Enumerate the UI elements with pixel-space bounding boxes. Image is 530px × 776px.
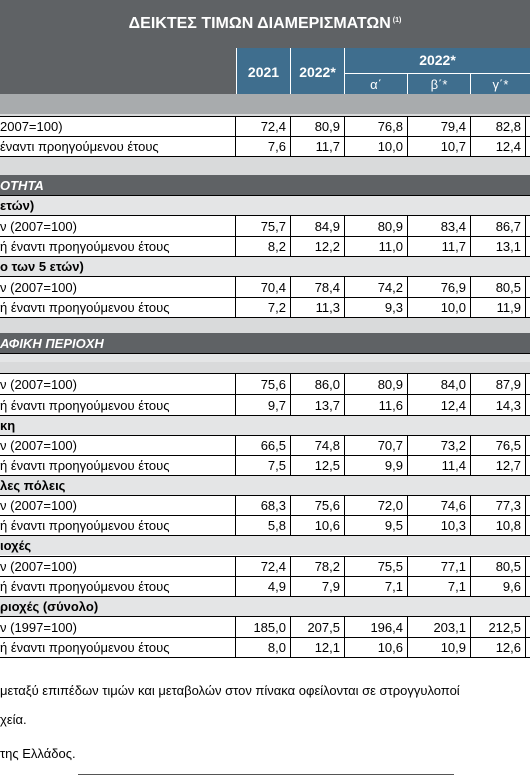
rule: [0, 475, 530, 476]
cell-urban-change-2022: 12,1: [314, 639, 340, 655]
col-rule: [235, 556, 236, 596]
cell-ath-change-q2: 12,4: [440, 397, 466, 413]
rule: [0, 215, 530, 216]
row-label-cities-index: ν (2007=100): [0, 497, 77, 513]
rule: [0, 136, 530, 137]
subsection-other: [0, 536, 530, 555]
cell-cities-index-q2: 74,6: [440, 497, 466, 513]
subsection-new: [0, 196, 530, 215]
cell-cities-change-2021: 5,8: [267, 517, 286, 533]
col-rule: [525, 617, 526, 657]
cell-old-change-2021: 7,2: [267, 299, 286, 315]
col-rule: [525, 556, 526, 596]
rule: [0, 637, 530, 638]
header-col-sep-4: [470, 74, 471, 94]
col-rule: [525, 277, 526, 318]
col-rule: [470, 216, 471, 257]
cell-new-index-q1: 80,9: [377, 218, 403, 234]
rule: [0, 596, 530, 597]
section-header-region: [0, 333, 530, 353]
row-label-old-change: ή έναντι προηγούμενου έτους: [0, 299, 170, 315]
rule: [0, 435, 530, 436]
row-label-new-index: ν (2007=100): [0, 218, 77, 234]
cell-new-index-q2: 83,4: [440, 218, 466, 234]
section-header-age-text: ΟΤΗΤΑ: [0, 177, 44, 193]
cell-old-change-q3: 11,9: [496, 299, 521, 315]
cell-other-index-2022: 78,2: [314, 558, 340, 574]
cell-ath-change-q3: 14,3: [495, 397, 521, 413]
cell-cities-change-q2: 10,3: [440, 517, 466, 533]
cell-new-change-2021: 8,2: [267, 238, 286, 254]
subsection-urban-total: [0, 597, 530, 616]
cell-old-change-q2: 10,0: [440, 299, 466, 315]
cell-ath-index-2021: 75,6: [260, 376, 286, 392]
row-label-thess-change: ή έναντι προηγούμενου έτους: [0, 457, 170, 473]
cell-urban-change-2021: 8,0: [267, 639, 286, 655]
cell-total-change-2022: 11,7: [315, 138, 340, 154]
row-label-thess-index: ν (2007=100): [0, 437, 77, 453]
cell-total-change-2021: 7,6: [267, 138, 286, 154]
row-label-total-change: έναντι προηγούμενου έτους: [0, 138, 159, 154]
cell-ath-index-q2: 84,0: [440, 376, 466, 392]
cell-ath-index-q3: 87,9: [495, 376, 521, 392]
row-label-new-change: ή έναντι προηγούμενου έτους: [0, 238, 170, 254]
cell-thess-index-q3: 76,5: [495, 437, 521, 453]
col-rule: [470, 617, 471, 657]
col-rule: [470, 116, 471, 157]
row-label-total-index: 2007=100): [0, 118, 63, 134]
cell-other-index-q2: 77,1: [440, 558, 466, 574]
col-rule: [344, 556, 345, 596]
cell-thess-change-q3: 12,7: [495, 457, 521, 473]
col-rule: [470, 374, 471, 415]
cell-urban-index-2021: 185,0: [253, 619, 286, 635]
cell-new-index-2021: 75,7: [260, 218, 286, 234]
cell-ath-change-q1: 11,6: [378, 397, 403, 413]
col-rule: [344, 435, 345, 475]
col-rule: [344, 277, 345, 318]
cell-thess-change-q1: 9,9: [384, 457, 403, 473]
col-rule: [290, 556, 291, 596]
rule: [0, 256, 530, 257]
col-rule: [344, 374, 345, 415]
col-rule: [407, 617, 408, 657]
rule: [0, 195, 530, 196]
col-rule: [235, 617, 236, 657]
col-rule: [344, 495, 345, 535]
col-rule: [407, 216, 408, 257]
rule: [0, 535, 530, 536]
cell-thess-index-q2: 73,2: [440, 437, 466, 453]
cell-cities-change-2022: 10,6: [314, 517, 340, 533]
rule: [0, 455, 530, 456]
table-title-text: ΔΕΙΚΤΕΣ ΤΙΜΩΝ ΔΙΑΜΕΡΙΣΜΑΤΩΝ: [128, 15, 391, 32]
cell-total-change-q2: 10,7: [440, 138, 466, 154]
cell-new-change-q2: 11,7: [441, 238, 466, 254]
header-spacer-band: [0, 94, 530, 114]
cell-total-index-2022: 80,9: [314, 118, 340, 134]
col-rule: [290, 617, 291, 657]
cell-other-change-q1: 7,1: [384, 578, 403, 594]
rule: [0, 236, 530, 237]
cell-new-index-2022: 84,9: [314, 218, 340, 234]
subsection-cities-text: λες πόλεις: [0, 478, 66, 493]
cell-new-change-q1: 11,0: [378, 238, 403, 254]
cell-other-index-q3: 80,5: [495, 558, 521, 574]
cell-total-change-q1: 10,0: [377, 138, 403, 154]
rule: [0, 116, 530, 117]
column-header-2021: 2021: [247, 64, 280, 80]
cell-cities-index-q3: 77,3: [495, 497, 521, 513]
column-header-q3: γ΄*: [492, 77, 509, 92]
col-rule: [525, 216, 526, 257]
cell-thess-change-2021: 7,5: [267, 457, 286, 473]
cell-total-index-q3: 82,8: [495, 118, 521, 134]
header-col-sep-2: [344, 48, 345, 94]
cell-urban-index-q3: 212,5: [488, 619, 521, 635]
cell-old-index-2021: 70,4: [260, 279, 286, 295]
col-rule: [235, 277, 236, 318]
table-title: [0, 0, 530, 48]
rule: [0, 616, 530, 617]
bottom-separator-line: [78, 774, 454, 775]
col-rule: [290, 435, 291, 475]
col-rule: [235, 216, 236, 257]
col-rule: [407, 277, 408, 318]
rule: [0, 373, 530, 374]
col-rule: [470, 435, 471, 475]
cell-total-index-q2: 79,4: [440, 118, 466, 134]
title-footnote-marker: (1): [392, 16, 402, 24]
row-label-cities-change: ή έναντι προηγούμενου έτους: [0, 517, 170, 533]
cell-old-index-2022: 78,4: [314, 279, 340, 295]
cell-thess-change-q2: 11,4: [441, 457, 466, 473]
rule: [0, 515, 530, 516]
rule: [0, 657, 530, 658]
cell-new-change-q3: 13,1: [495, 238, 521, 254]
col-rule: [290, 495, 291, 535]
col-rule: [407, 435, 408, 475]
cell-cities-change-q1: 9,5: [384, 517, 403, 533]
section-spacer: [0, 318, 530, 333]
col-rule: [407, 495, 408, 535]
col-rule: [235, 495, 236, 535]
cell-other-change-q3: 9,6: [502, 578, 521, 594]
col-rule: [470, 556, 471, 596]
athens-spacer: [0, 362, 530, 373]
col-rule: [407, 556, 408, 596]
cell-ath-change-2021: 9,7: [267, 397, 286, 413]
cell-old-change-2022: 11,3: [315, 299, 340, 315]
col-rule: [470, 495, 471, 535]
section-header-region-text: ΑΦΙΚΗ ΠΕΡΙΟΧΗ: [0, 335, 104, 351]
cell-total-index-q1: 76,8: [377, 118, 403, 134]
cell-old-index-q2: 76,9: [440, 279, 466, 295]
cell-other-index-2021: 72,4: [260, 558, 286, 574]
row-label-other-change: ή έναντι προηγούμενου έτους: [0, 578, 170, 594]
subsection-thessaloniki: [0, 415, 530, 435]
rule: [0, 276, 530, 277]
cell-urban-index-2022: 207,5: [307, 619, 340, 635]
rule: [0, 556, 530, 557]
cell-thess-index-2022: 74,8: [314, 437, 340, 453]
column-header-q2: β΄*: [430, 77, 448, 92]
col-rule: [290, 277, 291, 318]
col-rule: [344, 216, 345, 257]
subsection-new-text: ετών): [0, 198, 35, 213]
col-rule: [470, 277, 471, 318]
footnote-rounding: μεταξύ επιπέδων τιμών και μεταβολών στον πίνακα οφείλονται σε στρογγυλοποί: [0, 683, 460, 698]
rule: [0, 394, 530, 395]
row-label-ath-change: ή έναντι προηγούμενου έτους: [0, 397, 170, 413]
header-label-area: [0, 48, 236, 94]
section-spacer: [0, 157, 530, 175]
cell-urban-index-q1: 196,4: [370, 619, 403, 635]
cell-old-change-q1: 9,3: [384, 299, 403, 315]
col-rule: [235, 435, 236, 475]
cell-ath-change-2022: 13,7: [314, 397, 340, 413]
column-header-2022: 2022*: [299, 64, 336, 80]
col-rule: [344, 116, 345, 157]
rule: [0, 415, 530, 416]
cell-cities-index-q1: 72,0: [377, 497, 403, 513]
cell-cities-index-2021: 68,3: [260, 497, 286, 513]
cell-urban-change-q3: 12,6: [495, 639, 521, 655]
subsection-other-text: ιοχές: [0, 538, 32, 553]
cell-urban-change-q2: 10,9: [440, 639, 466, 655]
col-rule: [407, 116, 408, 157]
col-rule: [525, 116, 526, 157]
subsection-cities: [0, 476, 530, 495]
row-label-ath-index: ν (2007=100): [0, 376, 77, 392]
cell-urban-change-q1: 10,6: [377, 639, 403, 655]
col-rule: [235, 116, 236, 157]
row-label-old-index: ν (2007=100): [0, 279, 77, 295]
column-header-q1: α΄: [370, 77, 382, 92]
section-header-age: [0, 175, 530, 195]
col-rule: [525, 435, 526, 475]
subsection-old: [0, 257, 530, 276]
cell-cities-index-2022: 75,6: [314, 497, 340, 513]
cell-urban-index-q2: 203,1: [433, 619, 466, 635]
header-col-sep-1: [290, 48, 291, 94]
rule: [0, 297, 530, 298]
cell-thess-index-q1: 70,7: [377, 437, 403, 453]
rule: [0, 353, 530, 354]
cell-other-change-2021: 4,9: [267, 578, 286, 594]
footnote-provisional: χεία.: [0, 712, 27, 727]
col-rule: [525, 374, 526, 415]
column-group-header-2022: 2022*: [419, 52, 456, 68]
header-col-sep-3: [407, 74, 408, 94]
cell-other-index-q1: 75,5: [377, 558, 403, 574]
cell-old-index-q3: 80,5: [495, 279, 521, 295]
cell-old-index-q1: 74,2: [377, 279, 403, 295]
cell-thess-change-2022: 12,5: [314, 457, 340, 473]
row-label-urban-change: ή έναντι προηγούμενου έτους: [0, 639, 170, 655]
footnote-source: της Ελλάδος.: [0, 746, 76, 761]
cell-ath-index-q1: 80,9: [377, 376, 403, 392]
cell-ath-index-2022: 86,0: [314, 376, 340, 392]
col-rule: [290, 116, 291, 157]
cell-new-change-2022: 12,2: [314, 238, 340, 254]
cell-new-index-q3: 86,7: [495, 218, 521, 234]
col-rule: [344, 617, 345, 657]
col-rule: [235, 374, 236, 415]
rule: [0, 495, 530, 496]
cell-other-change-2022: 7,9: [321, 578, 340, 594]
rule: [0, 576, 530, 577]
cell-thess-index-2021: 66,5: [260, 437, 286, 453]
subsection-urban-text: ριοχές (σύνολο): [0, 599, 99, 614]
col-rule: [290, 374, 291, 415]
col-rule: [407, 374, 408, 415]
cell-other-change-q2: 7,1: [447, 578, 466, 594]
row-label-other-index: ν (2007=100): [0, 558, 77, 574]
subsection-old-text: ο των 5 ετών): [0, 259, 84, 274]
col-rule: [525, 495, 526, 535]
row-label-urban-index: ν (1997=100): [0, 619, 77, 635]
subsection-thess-text: κη: [0, 417, 16, 433]
cell-cities-change-q3: 10,8: [495, 517, 521, 533]
cell-total-index-2021: 72,4: [260, 118, 286, 134]
header-divider: [345, 73, 530, 74]
col-rule: [290, 216, 291, 257]
cell-total-change-q3: 12,4: [495, 138, 521, 154]
